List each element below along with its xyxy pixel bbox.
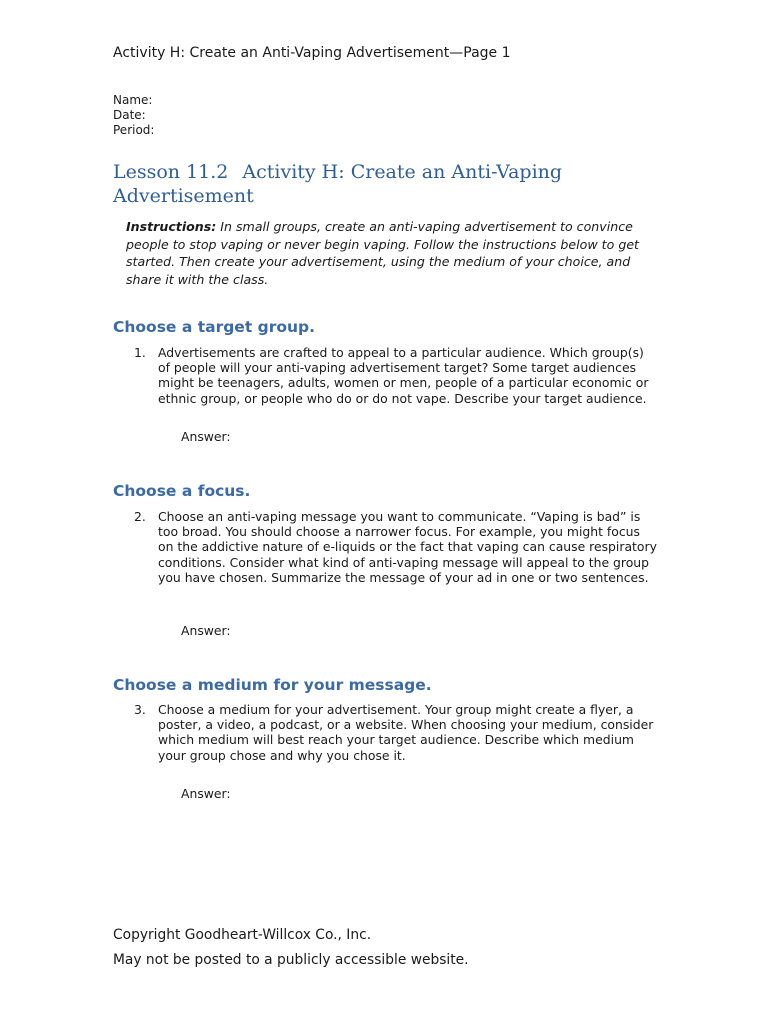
question-text: Choose an anti-vaping message you want to communicate. “Vaping is bad” is too broad. You should choose a narrower focus. For example, you might focus on the addictive nature of e-liquids or the fact that vaping can cause respiratory conditions. Consider what kind of anti-vaping message will appeal to the group you have chosen. Summarize the message of your ad in one or two sentences. bbox=[158, 509, 657, 585]
section-heading-target-group: Choose a target group. bbox=[113, 318, 316, 336]
section-heading-focus: Choose a focus. bbox=[113, 482, 251, 500]
footer-copyright: Copyright Goodheart-Willcox Co., Inc. bbox=[113, 927, 372, 943]
question-number: 3. bbox=[134, 702, 146, 717]
page-title bbox=[113, 160, 633, 208]
running-header: Activity H: Create an Anti-Vaping Advertisement—Page 1 bbox=[113, 45, 511, 61]
question-text: Choose a medium for your advertisement. Your group might create a flyer, a poster, a video, a podcast, or a website. When choosing your medium, consider which medium will best reach your target audience. Describe which medium your group chose and why you chose it. bbox=[158, 702, 654, 763]
question-number: 2. bbox=[134, 509, 146, 524]
period-label: Period: bbox=[113, 123, 155, 137]
section-heading-medium: Choose a medium for your message. bbox=[113, 676, 432, 694]
question-1 bbox=[134, 345, 659, 406]
question-2 bbox=[134, 509, 659, 585]
question-3 bbox=[134, 702, 659, 763]
instructions-text: In small groups, create an anti-vaping advertisement to convince people to stop vaping or never begin vaping. Follow the instructions below to get started. Then create your advertisement, using the medium of your choice, and share it with the class. bbox=[126, 219, 639, 287]
question-text: Advertisements are crafted to appeal to a particular audience. Which group(s) of people will your anti-vaping advertisement target? Some target audiences might be teenagers, adults, women or men, people of a particular economic or ethnic group, or people who do or do not vape. Describe your target audience. bbox=[158, 345, 649, 406]
footer-notice: May not be posted to a publicly accessible website. bbox=[113, 952, 469, 968]
lesson-number: Lesson 11.2 bbox=[113, 161, 229, 183]
answer-label-3: Answer: bbox=[181, 786, 231, 801]
name-label: Name: bbox=[113, 93, 153, 107]
activity-title: Activity H: Create an Anti-Vaping Advertisement bbox=[113, 161, 563, 207]
question-number: 1. bbox=[134, 345, 146, 360]
answer-label-1: Answer: bbox=[181, 429, 231, 444]
instructions-lead: Instructions: bbox=[126, 219, 217, 234]
answer-label-2: Answer: bbox=[181, 623, 231, 638]
student-info-fields bbox=[113, 93, 154, 138]
instructions-block bbox=[126, 218, 646, 288]
date-label: Date: bbox=[113, 108, 146, 122]
